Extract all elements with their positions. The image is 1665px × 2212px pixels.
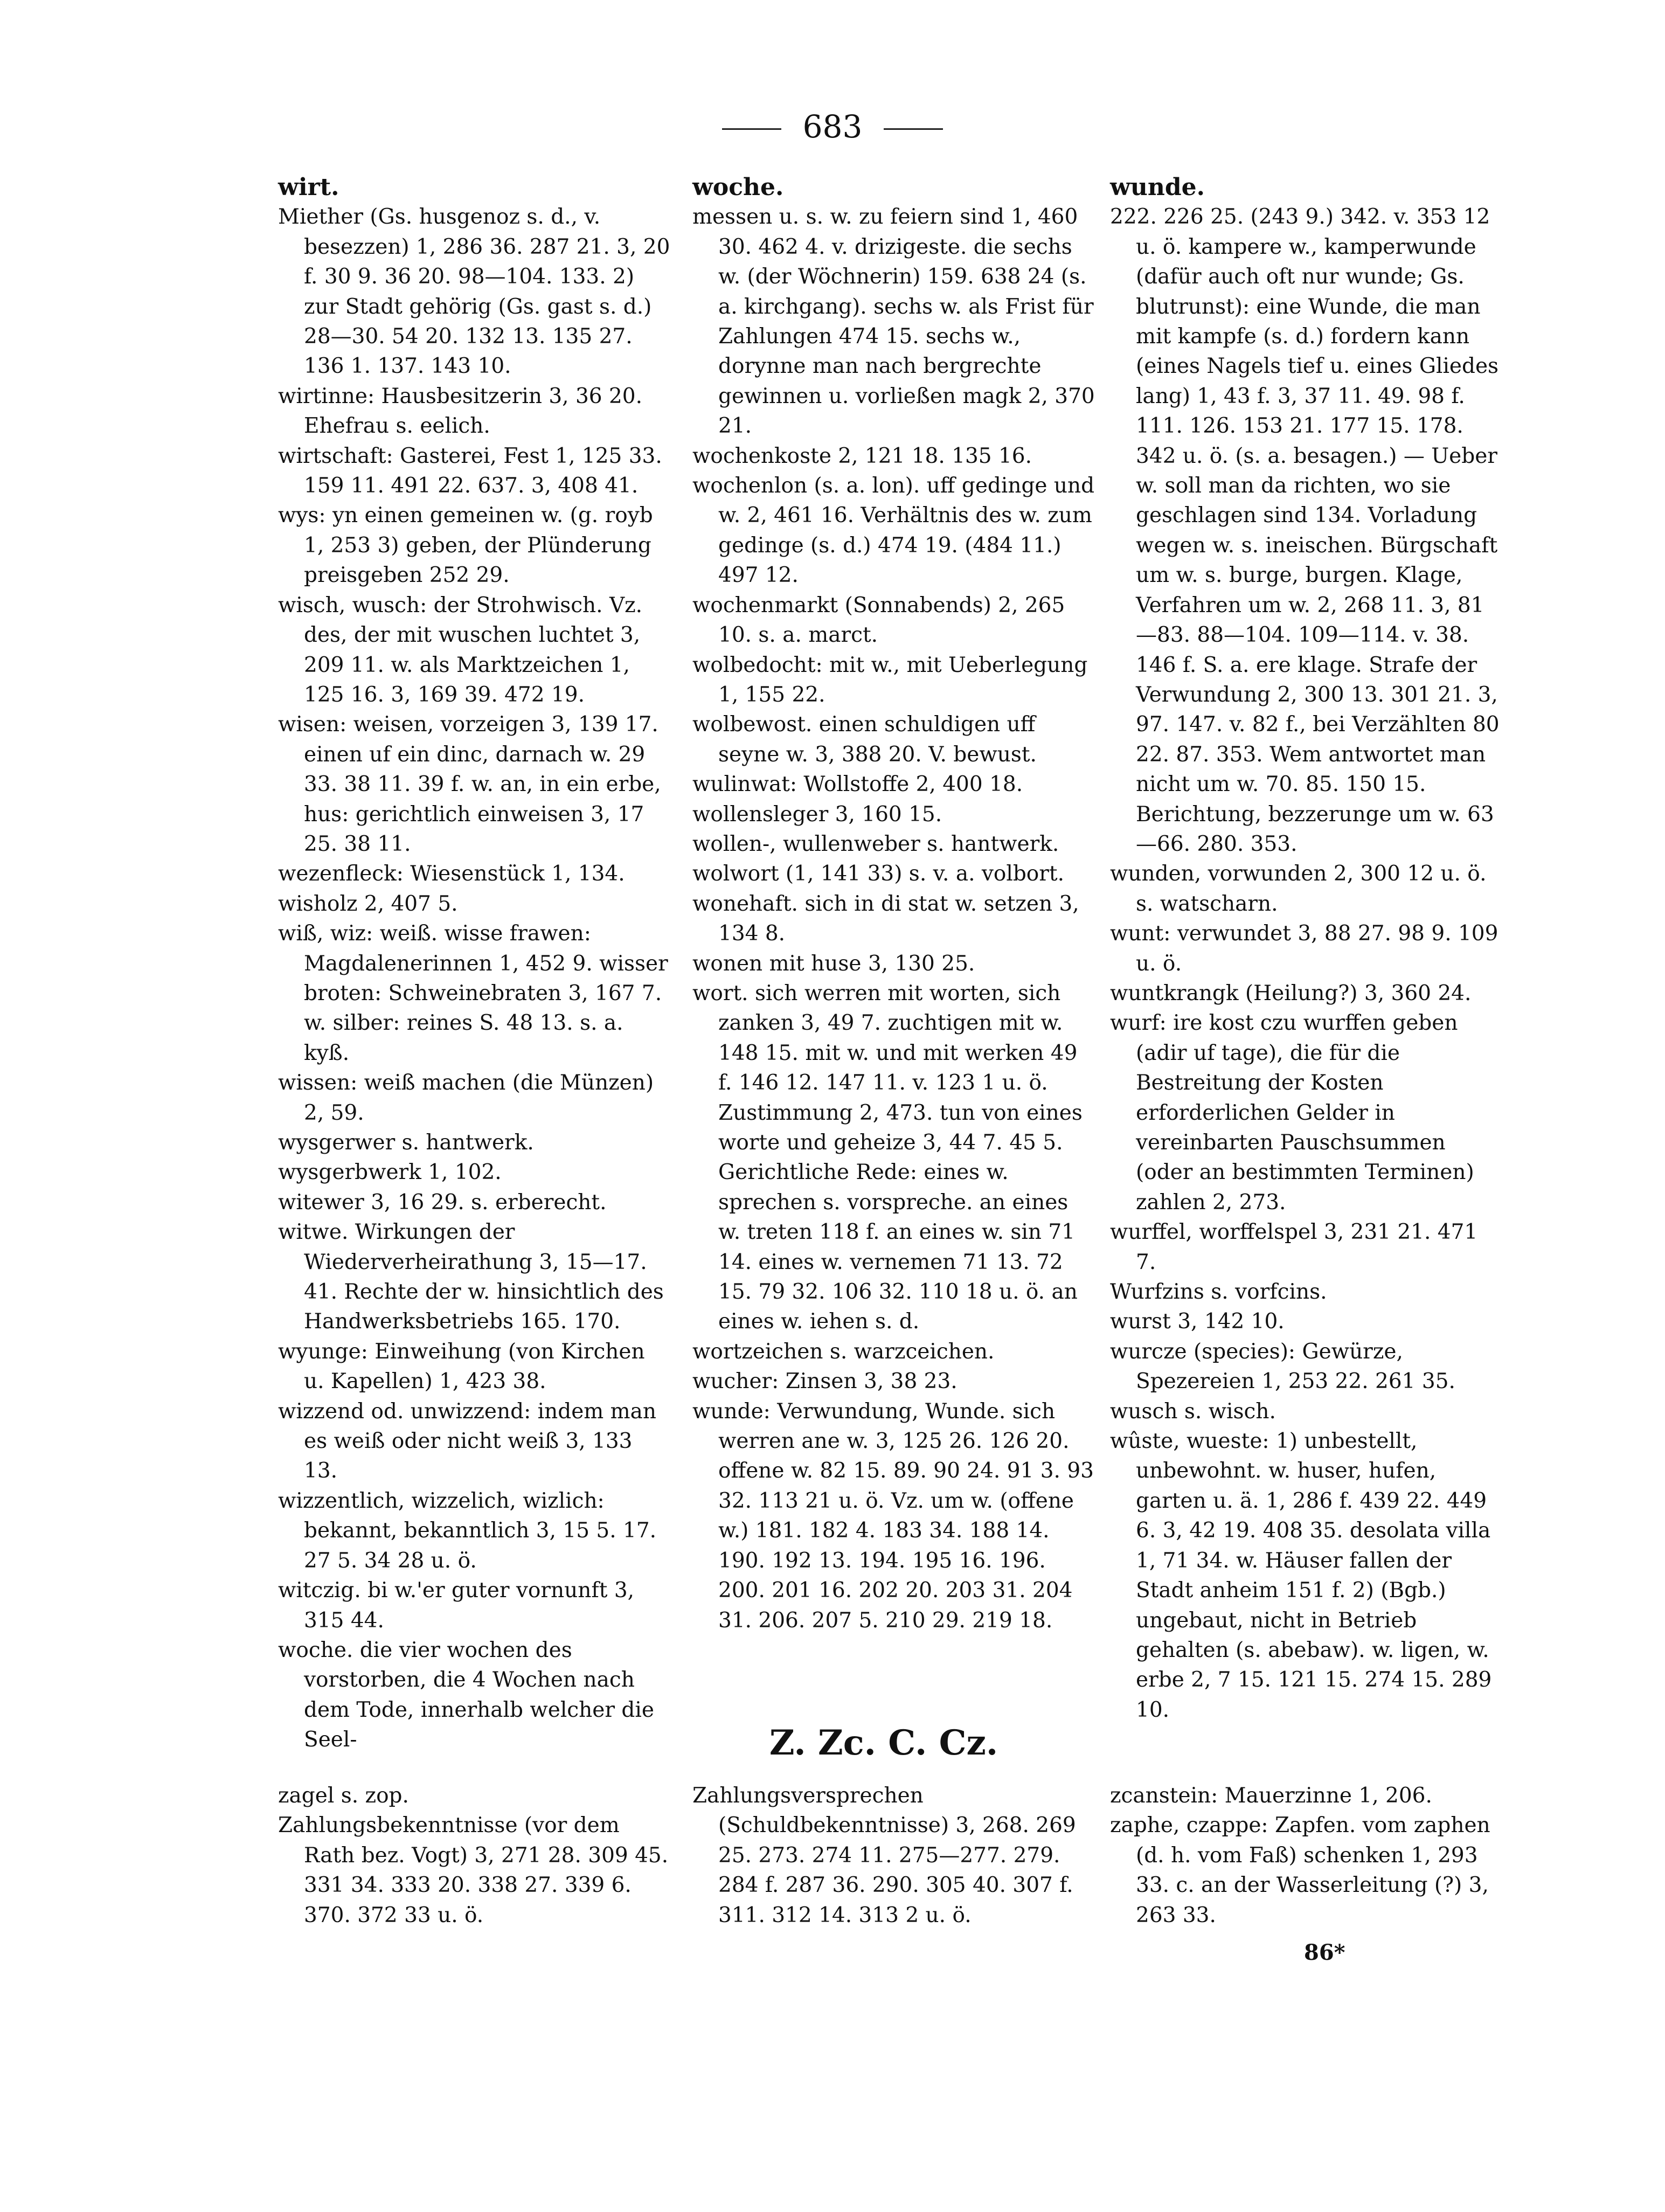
z-column-middle	[692, 1781, 1097, 1930]
entry: 222. 226 25. (243 9.) 342. v. 353 12 u. ö. kampere w., kamperwunde (dafür auch oft nur wunde; Gs. blutrunst): eine Wunde, die man mit kampfe (s. d.) fordern kann (eines Nagels tief u. eines Gliedes lang) 1, 43 f. 3, 37 11. 49. 98 f. 111. 126. 153 21. 177 15. 178. 342 u. ö. (s. a. besagen.) — Ueber w. soll man da richten, wo sie geschlagen sind 134. Vorladung wegen w. s. ineischen. Bürgschaft um w. s. burge, burgen. Klage, Verfahren um w. 2, 268 11. 3, 81—83. 88—104. 109—114. v. 38. 146 f. S. a. ere klage. Strafe der Verwundung 2, 300 13. 301 21. 3, 97. 147. v. 82 f., bei Verzählten 80 22. 87. 353. Wem antwortet man nicht um w. 70. 85. 150 15. Berichtung, bezzerunge um w. 63—66. 280. 353.	[1110, 205, 1500, 856]
entry: wochenlon (s. a. lon). uff gedinge und w. 2, 461 16. Verhältnis des w. zum gedinge (s. d.) 474 19. (484 11.) 497 12.	[692, 474, 1095, 588]
entry: wochenkoste 2, 121 18. 135 16.	[692, 443, 1032, 468]
entry: zcanstein: Mauerzinne 1, 206.	[1110, 1784, 1432, 1808]
entry: wolbewost. einen schuldigen uff seyne w. 3, 388 20. V. bewust.	[692, 712, 1037, 767]
entry: wezenfleck: Wiesenstück 1, 134.	[278, 862, 625, 886]
column-middle	[692, 172, 1097, 1635]
entry: wortzeichen s. warzceichen.	[692, 1339, 995, 1364]
column-heading: wirt.	[278, 174, 339, 201]
entry: wirtschaft: Gasterei, Fest 1, 125 33. 159 11. 491 22. 637. 3, 408 41.	[278, 443, 662, 498]
entry: wulinwat: Wollstoffe 2, 400 18.	[692, 772, 1023, 797]
header-rule-left	[722, 128, 781, 130]
entry: wisholz 2, 407 5.	[278, 891, 458, 916]
entry: wûste, wueste: 1) unbestellt, unbewohnt. w. huser, hufen, garten u. ä. 1, 286 f. 439 22. 449 6. 3, 42 19. 408 35. desolata villa 1, 71 34. w. Häuser fallen der Stadt anheim 151 f. 2) (Bgb.) ungebaut, nicht in Betrieb gehalten (s. abebaw). w. ligen, w. erbe 2, 7 15. 121 15. 274 15. 289 10.	[1110, 1429, 1492, 1722]
column-left	[278, 172, 671, 1755]
entry: wyunge: Einweihung (von Kirchen u. Kapellen) 1, 423 38.	[278, 1339, 645, 1394]
entry: wirtinne: Hausbesitzerin 3, 36 20. Ehefrau s. eelich.	[278, 384, 643, 439]
entry: wizzentlich, wizzelich, wizlich: bekannt, bekanntlich 3, 15 5. 17. 27 5. 34 28 u. ö.	[278, 1488, 657, 1573]
entry: wochenmarkt (Sonnabends) 2, 265 10. s. a. marct.	[692, 593, 1065, 648]
entry: wonen mit huse 3, 130 25.	[692, 951, 975, 976]
entry: wuntkrangk (Heilung?) 3, 360 24.	[1110, 981, 1472, 1006]
entry: messen u. s. w. zu feiern sind 1, 460 30. 462 4. v. drizigeste. die sechs w. (der Wöchnerin) 159. 638 24 (s. a. kirchgang). sechs w. als Frist für Zahlungen 474 15. sechs w., dorynne man nach bergrechte gewinnen u. vorließen magk 2, 370 21.	[692, 205, 1095, 439]
entry: wurcze (species): Gewürze, Spezereien 1, 253 22. 261 35.	[1110, 1339, 1455, 1394]
entry: Zahlungsversprechen (Schuldbekenntnisse) 3, 268. 269 25. 273. 274 11. 275—277. 279. 284 f. 287 36. 290. 305 40. 307 f. 311. 312 14. 313 2 u. ö.	[692, 1784, 1076, 1927]
entry: wurffel, worffelspel 3, 231 21. 471 7.	[1110, 1220, 1478, 1274]
entry: wunt: verwundet 3, 88 27. 98 9. 109 u. ö.	[1110, 921, 1498, 976]
entry: wusch s. wisch.	[1110, 1399, 1276, 1424]
entry: wisch, wusch: der Strohwisch. Vz. des, der mit wuschen luchtet 3, 209 11. w. als Marktzeichen 1, 125 16. 3, 169 39. 472 19.	[278, 593, 643, 707]
entry: wysgerbwerk 1, 102.	[278, 1160, 502, 1185]
header-rule-right	[884, 128, 943, 130]
entry: wonehaft. sich in di stat w. setzen 3, 134 8.	[692, 891, 1079, 946]
entry: zagel s. zop.	[278, 1784, 409, 1808]
entry: woche. die vier wochen des vorstorben, die 4 Wochen nach dem Tode, innerhalb welcher die Seel-	[278, 1638, 654, 1752]
entry: wizzend od. unwizzend: indem man es weiß oder nicht weiß 3, 133 13.	[278, 1399, 656, 1483]
entry: witczig. bi w.'er guter vornunft 3, 315 44.	[278, 1578, 635, 1633]
entry: wurf: ire kost czu wurffen geben (adir uf tage), die für die Bestreitung der Kosten erforderlichen Gelder in vereinbarten Pauschsummen (oder an bestimmten Terminen) zahlen 2, 273.	[1110, 1011, 1474, 1215]
entry: wucher: Zinsen 3, 38 23.	[692, 1369, 958, 1394]
entry: Wurfzins s. vorfcins.	[1110, 1280, 1327, 1305]
z-column-left	[278, 1781, 671, 1930]
column-heading: woche.	[692, 174, 784, 201]
entry: wiß, wiz: weiß. wisse frawen: Magdalenerinnen 1, 452 9. wisser broten: Schweinebraten 3, 167 7. w. silber: reines S. 48 13. s. a. kyß.	[278, 921, 668, 1065]
entry: zaphe, czappe: Zapfen. vom zaphen (d. h. vom Faß) schenken 1, 293 33. c. an der Wasserleitung (?) 3, 263 33.	[1110, 1813, 1490, 1927]
page-number: 683	[802, 108, 863, 145]
page-header	[0, 105, 1665, 148]
column-heading: wunde.	[1110, 174, 1205, 201]
entry: wunden, vorwunden 2, 300 12 u. ö. s. watscharn.	[1110, 862, 1487, 916]
section-heading: Z. Zc. C. Cz.	[769, 1723, 998, 1763]
entry: wort. sich werren mit worten, sich zanken 3, 49 7. zuchtigen mit w. 148 15. mit w. und mit werken 49 f. 146 12. 147 11. v. 123 1 u. ö. Zustimmung 2, 473. tun von eines worte und geheize 3, 44 7. 45 5. Gerichtliche Rede: eines w. sprechen s. vorspreche. an eines w. treten 118 f. an eines w. sin 71 14. eines w. vernemen 71 13. 72 15. 79 32. 106 32. 110 18 u. ö. an eines w. iehen s. d.	[692, 981, 1083, 1334]
entry: witwe. Wirkungen der Wiederverheirathung 3, 15—17. 41. Rechte der w. hinsichtlich des Handwerksbetriebs 165. 170.	[278, 1220, 664, 1334]
column-right	[1110, 172, 1503, 1725]
z-column-right	[1110, 1781, 1503, 1930]
entry: wurst 3, 142 10.	[1110, 1309, 1285, 1334]
entry: Zahlungsbekenntnisse (vor dem Rath bez. Vogt) 3, 271 28. 309 45. 331 34. 333 20. 338 27. 339 6. 370. 372 33 u. ö.	[278, 1813, 669, 1927]
sheet-signature: 86*	[1304, 1940, 1345, 1965]
entry: wissen: weiß machen (die Münzen) 2, 59.	[278, 1071, 654, 1125]
entry: wolwort (1, 141 33) s. v. a. volbort.	[692, 862, 1065, 886]
entry: wisen: weisen, vorzeigen 3, 139 17. einen uf ein dinc, darnach w. 29 33. 38 11. 39 f. w. an, in ein erbe, hus: gerichtlich einweisen 3, 17 25. 38 11.	[278, 712, 661, 856]
entry: wollensleger 3, 160 15.	[692, 802, 942, 827]
entry: wysgerwer s. hantwerk.	[278, 1131, 534, 1155]
entry: witewer 3, 16 29. s. erberecht.	[278, 1190, 607, 1215]
entry: wolbedocht: mit w., mit Ueberlegung 1, 155 22.	[692, 653, 1088, 707]
entry: wys: yn einen gemeinen w. (g. royb 1, 253 3) geben, der Plünderung preisgeben 252 29.	[278, 503, 653, 588]
entry: wunde: Verwundung, Wunde. sich werren ane w. 3, 125 26. 126 20. offene w. 82 15. 89. 90 24. 91 3. 93 32. 113 21 u. ö. Vz. um w. (offene w.) 181. 182 4. 183 34. 188 14. 190. 192 13. 194. 195 16. 196. 200. 201 16. 202 20. 203 31. 204 31. 206. 207 5. 210 29. 219 18.	[692, 1399, 1094, 1633]
entry: Miether (Gs. husgenoz s. d., v. besezzen) 1, 286 36. 287 21. 3, 20 f. 30 9. 36 20. 98—104. 133. 2) zur Stadt gehörig (Gs. gast s. d.) 28—30. 54 20. 132 13. 135 27. 136 1. 137. 143 10.	[278, 205, 670, 379]
entry: wollen-, wullenweber s. hantwerk.	[692, 831, 1059, 856]
